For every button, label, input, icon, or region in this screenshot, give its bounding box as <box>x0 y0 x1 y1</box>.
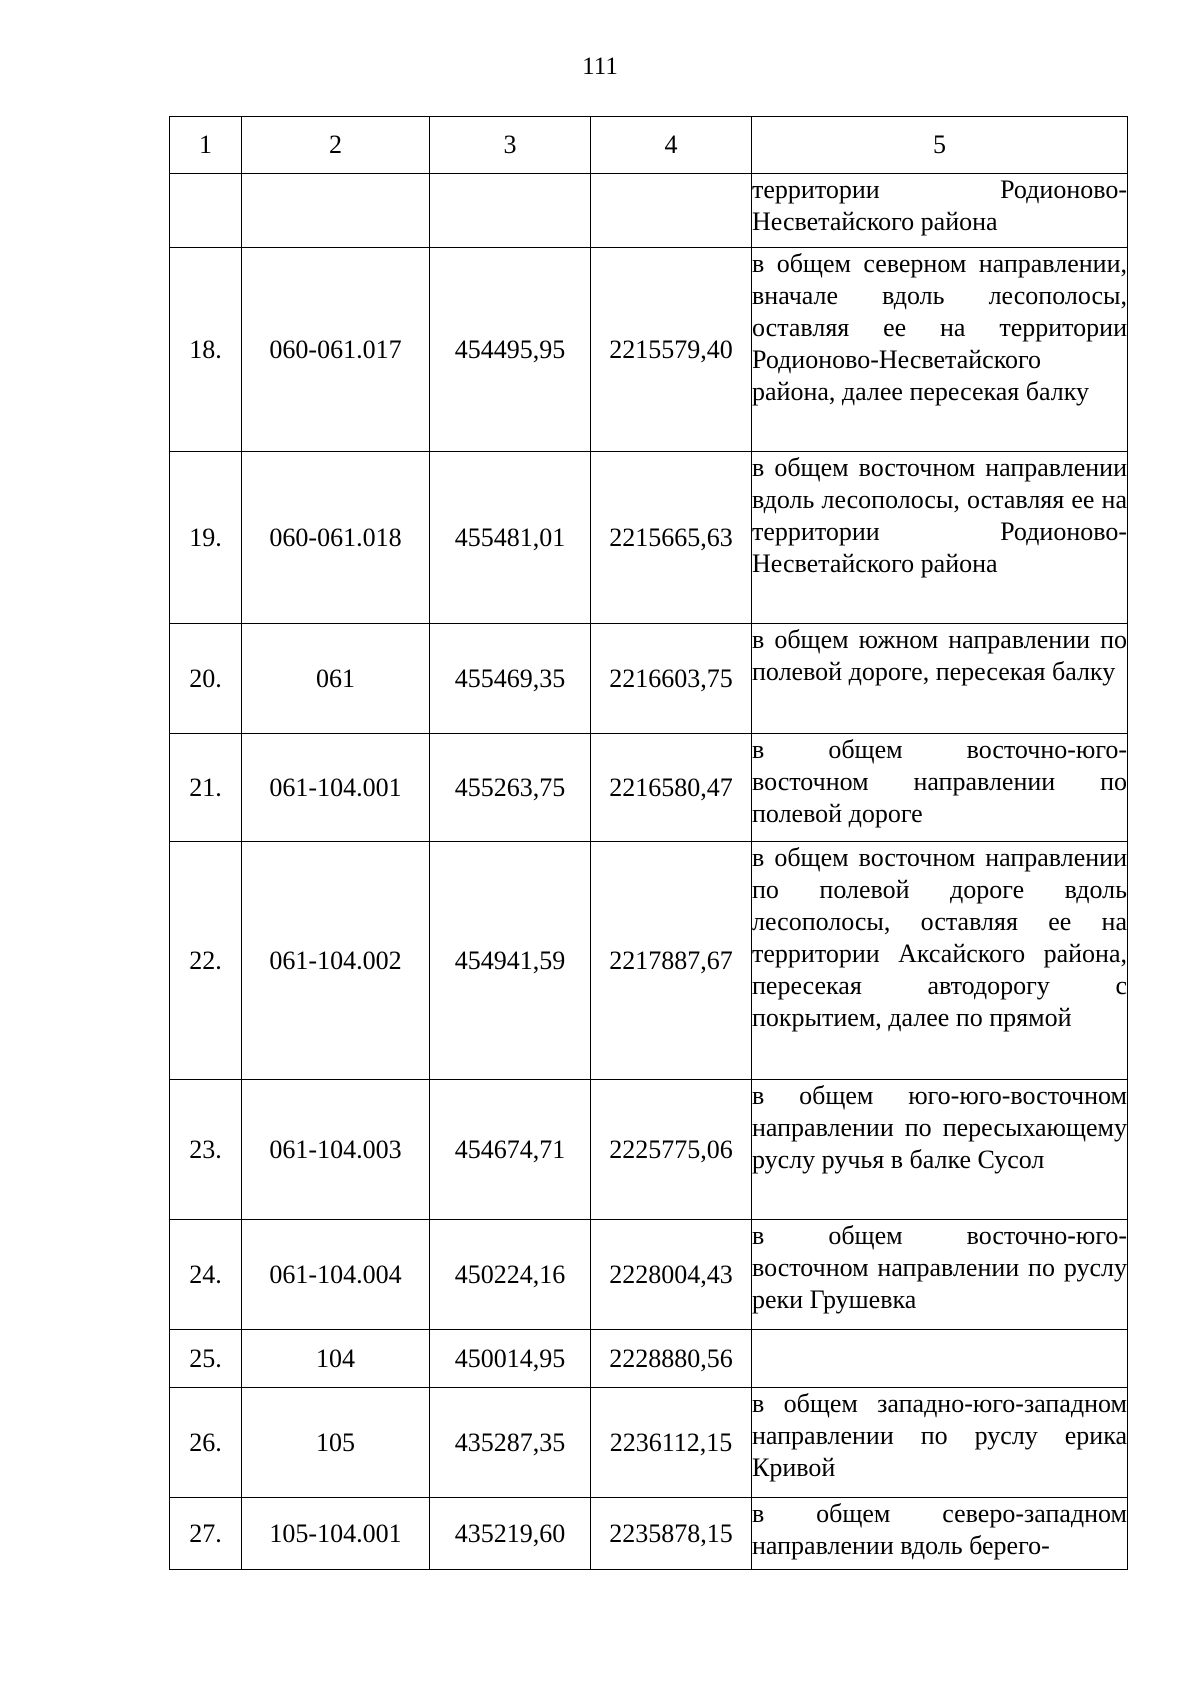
x-coordinate-cell: 450224,16 <box>430 1220 591 1330</box>
point-id-cell: 061-104.001 <box>242 734 430 842</box>
x-coordinate-cell: 454941,59 <box>430 842 591 1080</box>
point-id-cell: 060-061.018 <box>242 452 430 624</box>
boundary-description-cell: территории Родионово-Несветайского района <box>752 174 1128 248</box>
table-row <box>170 624 1128 734</box>
x-coordinate-cell: 435219,60 <box>430 1498 591 1570</box>
row-number-cell: 26. <box>170 1388 242 1498</box>
column-header-5: 5 <box>752 117 1128 174</box>
table-row <box>170 842 1128 1080</box>
row-number-cell: 27. <box>170 1498 242 1570</box>
x-coordinate-cell: 455481,01 <box>430 452 591 624</box>
y-coordinate-cell: 2235878,15 <box>591 1498 752 1570</box>
row-number-cell: 25. <box>170 1330 242 1388</box>
table-row <box>170 248 1128 452</box>
table-row <box>170 734 1128 842</box>
table-row <box>170 1330 1128 1388</box>
boundary-description-cell: в общем северном направлении, вначале вдоль лесополосы, оставляя ее на территории Родионово-Несветайского района, далее пересекая балку <box>752 248 1128 452</box>
boundary-description-cell: в общем восточном направлении вдоль лесополосы, оставляя ее на территории Родионово-Несветайского района <box>752 452 1128 624</box>
point-id-cell: 061-104.004 <box>242 1220 430 1330</box>
row-number-cell: 19. <box>170 452 242 624</box>
table-row <box>170 1498 1128 1570</box>
table-row <box>170 1080 1128 1220</box>
table-row <box>170 1388 1128 1498</box>
y-coordinate-cell: 2216603,75 <box>591 624 752 734</box>
row-number-cell <box>170 174 242 248</box>
table-row <box>170 452 1128 624</box>
x-coordinate-cell: 454495,95 <box>430 248 591 452</box>
column-header-3: 3 <box>430 117 591 174</box>
y-coordinate-cell: 2215579,40 <box>591 248 752 452</box>
row-number-cell: 22. <box>170 842 242 1080</box>
boundary-description-cell: в общем северо-западном направлении вдоль берего- <box>752 1498 1128 1570</box>
table-row <box>170 1220 1128 1330</box>
y-coordinate-cell: 2225775,06 <box>591 1080 752 1220</box>
column-header-2: 2 <box>242 117 430 174</box>
x-coordinate-cell: 455263,75 <box>430 734 591 842</box>
boundary-description-cell: в общем восточно-юго-восточном направлении по руслу реки Грушевка <box>752 1220 1128 1330</box>
y-coordinate-cell: 2216580,47 <box>591 734 752 842</box>
table-body <box>170 174 1128 1570</box>
x-coordinate-cell: 450014,95 <box>430 1330 591 1388</box>
point-id-cell: 105-104.001 <box>242 1498 430 1570</box>
y-coordinate-cell: 2236112,15 <box>591 1388 752 1498</box>
page-number: 111 <box>582 53 618 80</box>
point-id-cell: 061-104.003 <box>242 1080 430 1220</box>
column-header-4: 4 <box>591 117 752 174</box>
point-id-cell: 061 <box>242 624 430 734</box>
boundary-description-cell: в общем юго-юго-восточном направлении по пересыхающему руслу ручья в балке Сусол <box>752 1080 1128 1220</box>
row-number-cell: 20. <box>170 624 242 734</box>
point-id-cell <box>242 174 430 248</box>
boundary-description-cell: в общем восточно-юго-восточном направлении по полевой дороге <box>752 734 1128 842</box>
row-number-cell: 23. <box>170 1080 242 1220</box>
x-coordinate-cell: 435287,35 <box>430 1388 591 1498</box>
x-coordinate-cell <box>430 174 591 248</box>
boundary-description-cell: в общем западно-юго-западном направлении по руслу ерика Кривой <box>752 1388 1128 1498</box>
boundary-description-cell: в общем восточном направлении по полевой дороге вдоль лесополосы, оставляя ее на территории Аксайского района, пересекая автодорогу с покрытием, далее по прямой <box>752 842 1128 1080</box>
row-number-cell: 24. <box>170 1220 242 1330</box>
point-id-cell: 104 <box>242 1330 430 1388</box>
boundary-description-cell <box>752 1330 1128 1388</box>
boundary-description-cell: в общем южном направлении по полевой дороге, пересекая балку <box>752 624 1128 734</box>
row-number-cell: 18. <box>170 248 242 452</box>
table-header-row <box>170 117 1128 174</box>
column-header-1: 1 <box>170 117 242 174</box>
point-id-cell: 061-104.002 <box>242 842 430 1080</box>
y-coordinate-cell: 2228004,43 <box>591 1220 752 1330</box>
y-coordinate-cell: 2217887,67 <box>591 842 752 1080</box>
y-coordinate-cell <box>591 174 752 248</box>
y-coordinate-cell: 2215665,63 <box>591 452 752 624</box>
point-id-cell: 060-061.017 <box>242 248 430 452</box>
row-number-cell: 21. <box>170 734 242 842</box>
x-coordinate-cell: 454674,71 <box>430 1080 591 1220</box>
table-row <box>170 174 1128 248</box>
y-coordinate-cell: 2228880,56 <box>591 1330 752 1388</box>
coordinates-table <box>169 116 1128 1570</box>
x-coordinate-cell: 455469,35 <box>430 624 591 734</box>
point-id-cell: 105 <box>242 1388 430 1498</box>
